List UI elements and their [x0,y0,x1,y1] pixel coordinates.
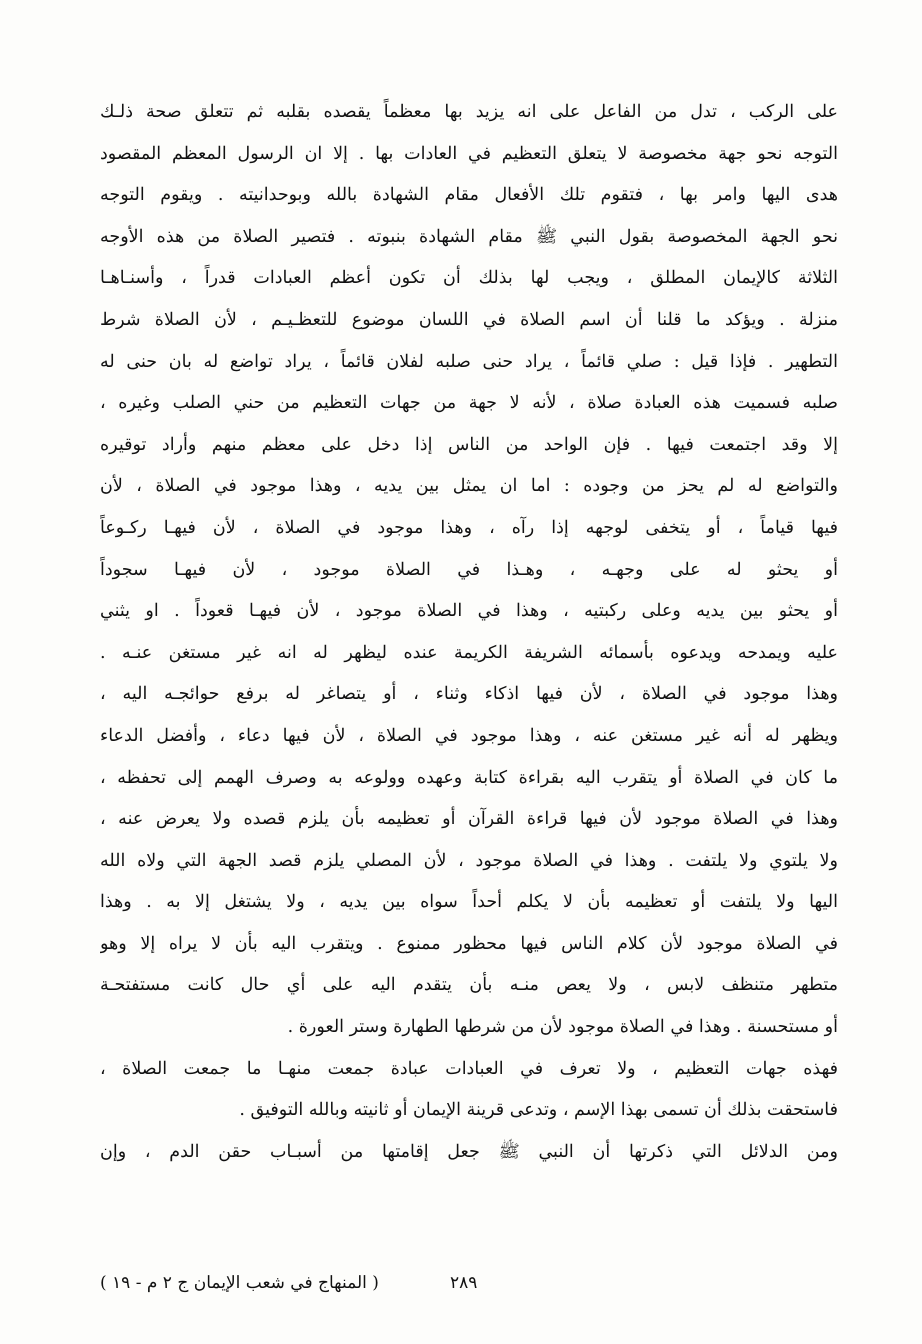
text-line: في الصلاة موجود لأن كلام الناس فيها محظور ممنوع . ويتقرب اليه بأن لا يراه إلا وهو [100,933,838,954]
text-line: أو يحثو له على وجهـه ، وهـذا في الصلاة موجود ، لأن فيهـا سجوداً [100,559,838,580]
text-line: التطهير . فإذا قيل : صلي قائماً ، يراد حنى صلبه لفلان قائماً ، يراد تواضع له بان حنى له [100,351,838,372]
text-line: اليها ولا يلتفت أو تعظيمه بأن لا يكلم أحداً سواه بين يديه ، ولا يشتغل إلا به . وهذا [100,892,838,913]
text-line: وهذا في الصلاة موجود لأن فيها قراءة القرآن أو تعظيمه بأن يلزم قصده ولا يعرض عنه ، [100,809,838,830]
text-line: ما كان في الصلاة أو يتقرب اليه بقراءة كتابة وعهده وولوعه به وصرف الهمم إلى تحفظه ، [100,767,838,788]
text-line: ولا يلتوي ولا يلتفت . وهذا في الصلاة موجود ، لأن المصلي يلزم قصد الجهة التي ولاه الله [100,850,838,871]
text-line: والتواضع له لم يحز من وجوده : اما ان يمثل بين يديه ، وهذا موجود في الصلاة ، لأن [100,476,838,497]
text-line: ويظهر له أنه غير مستغن عنه ، وهذا موجود في الصلاة ، لأن فيها دعاء ، وأفضل الدعاء [100,725,838,746]
text-line: فاستحقت بذلك أن تسمى بهذا الإسم ، وتدعى قرينة الإيمان أو ثانيته وبالله التوفيق . [239,1100,838,1121]
text-line: هدى اليها وامر بها ، فتقوم تلك الأفعال مقام الشهادة بالله وبوحدانيته . ويقوم التوجه [100,185,838,206]
text-line: متطهر متنظف لابس ، ولا يعص منـه بأن يتقدم اليه على أي حال كانت مستفتحـة [100,975,838,996]
text-line: وهذا موجود في الصلاة ، لأن فيها اذكاء وثناء ، أو يتصاغر له برفع حوائجـه اليه ، [100,684,838,705]
text-line: إلا وقد اجتمعت فيها . فإن الواحد من الناس إذا دخل على معظم منهم وأراد توقيره [100,434,838,455]
text-line: أو يحثو بين يديه وعلى ركبتيه ، وهذا في الصلاة موجود ، لأن فيهـا قعوداً . او يثني [100,601,838,622]
text-line: منزلة . ويؤكد ما قلنا أن اسم الصلاة في اللسان موضوع للتعظـيـم ، لأن الصلاة شرط [100,309,838,330]
series-reference: ( المنهاج في شعب الإيمان ج ٢ م - ١٩ ) [100,1273,379,1293]
text-line: صلبه فسميت هذه العبادة صلاة ، لأنه لا جهة من جهات التعظيم من حني الصلب وغيره ، [100,393,838,414]
text-line: أو مستحسنة . وهذا في الصلاة موجود لأن من شرطها الطهارة وستر العورة . [287,1017,838,1038]
text-line: عليه ويمدحه ويدعوه بأسمائه الشريفة الكريمة عنده ليظهر له انه غير مستغن عنـه . [100,642,838,663]
text-line: نحو الجهة المخصوصة بقول النبي ﷺ مقام الشهادة بنبوته . فتصير الصلاة من هذه الأوجه [100,226,838,247]
page-footer [100,1268,838,1298]
text-line: التوجه نحو جهة مخصوصة لا يتعلق التعظيم في العادات بها . إلا ان الرسول المعظم المقصود [100,143,838,164]
text-line: ومن الدلائل التي ذكرتها أن النبي ﷺ جعل إقامتها من أسبـاب حقن الدم ، وإن [100,1141,838,1162]
page-number: ٢٨٩ [450,1273,478,1293]
body-text [100,92,838,1173]
text-line: على الركب ، تدل من الفاعل على انه يزيد بها معظماً يقصده بقلبه ثم تتعلق صحة ذلـك [100,102,838,122]
text-line: فهذه جهات التعظيم ، ولا تعرف في العبادات عبادة جمعت منهـا ما جمعت الصلاة ، [100,1058,838,1079]
text-line: الثلاثة كالإيمان المطلق ، ويجب لها بذلك أن تكون أعظم العبادات قدراً ، وأسنـاهـا [100,268,838,289]
text-line: فيها قياماً ، أو يتخفى لوجهه إذا رآه ، وهذا موجود في الصلاة ، لأن فيهـا ركـوعاً [100,517,838,538]
